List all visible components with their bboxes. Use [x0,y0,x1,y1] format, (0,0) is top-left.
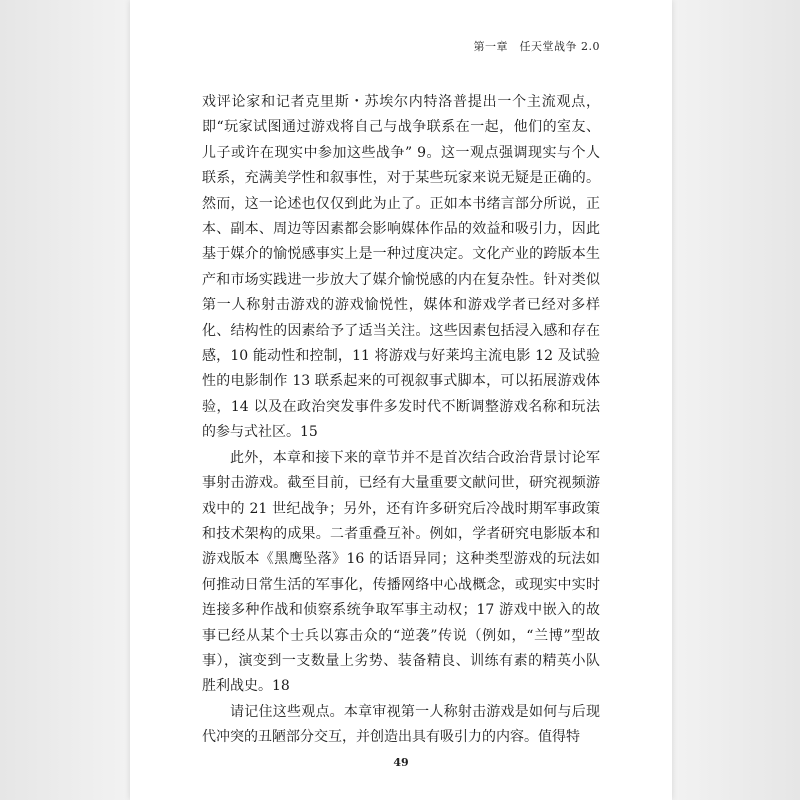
paragraph-2: 此外，本章和接下来的章节并不是首次结合政治背景讨论军事射击游戏。截至目前，已经有大量重要文献问世，研究视频游戏中的 21 世纪战争；另外，还有许多研究后冷战时期军事政策和技术架构的成果。二者重叠互补。例如，学者研究电影版本和游戏版本《黑鹰坠落》16 的话语异同；这种类型游戏的玩法如何推动日常生活的军事化，传播网络中心战概念，或现实中实时连接多种作战和侦察系统争取军事主动权；17 游戏中嵌入的故事已经从某个士兵以寡击众的“逆袭”传说（例如，“兰博”型故事），演变到一支数量上劣势、装备精良、训练有素的精英小队胜利战史。18 [202,449,600,695]
book-gutter-left [0,0,130,800]
page-number: 49 [393,756,409,769]
running-head: 第一章 任天堂战争 2.0 [473,40,600,53]
book-page [130,0,672,800]
body-text [202,90,600,751]
paragraph-1: 戏评论家和记者克里斯・苏埃尔内特洛普提出一个主流观点，即“玩家试图通过游戏将自己与战争联系在一起，他们的室友、儿子或许在现实中参加这些战争” 9。这一观点强调现实与个人联系，充满美学性和叙事性，对于某些玩家来说无疑是正确的。然而，这一论述也仅仅到此为止了。正如本书绪言部分所说，正本、副本、周边等因素都会影响媒体作品的效益和吸引力，因此基于媒介的愉悦感事实上是一种过度决定。文化产业的跨版本生产和市场实践进一步放大了媒介愉悦感的内在复杂性。针对类似第一人称射击游戏的游戏愉悦性，媒体和游戏学者已经对多样化、结构性的因素给予了适当关注。这些因素包括浸入感和存在感，10 能动性和控制，11 将游戏与好莱坞主流电影 12 及试验性的电影制作 13 联系起来的可视叙事式脚本，可以拓展游戏体验，14 以及在政治突发事件多发时代不断调整游戏名称和玩法的参与式社区。15 [202,94,600,441]
book-gutter-right [672,0,800,800]
paragraph-3: 请记住这些观点。本章审视第一人称射击游戏是如何与后现代冲突的丑陋部分交互，并创造出具有吸引力的内容。值得特 [202,703,600,746]
